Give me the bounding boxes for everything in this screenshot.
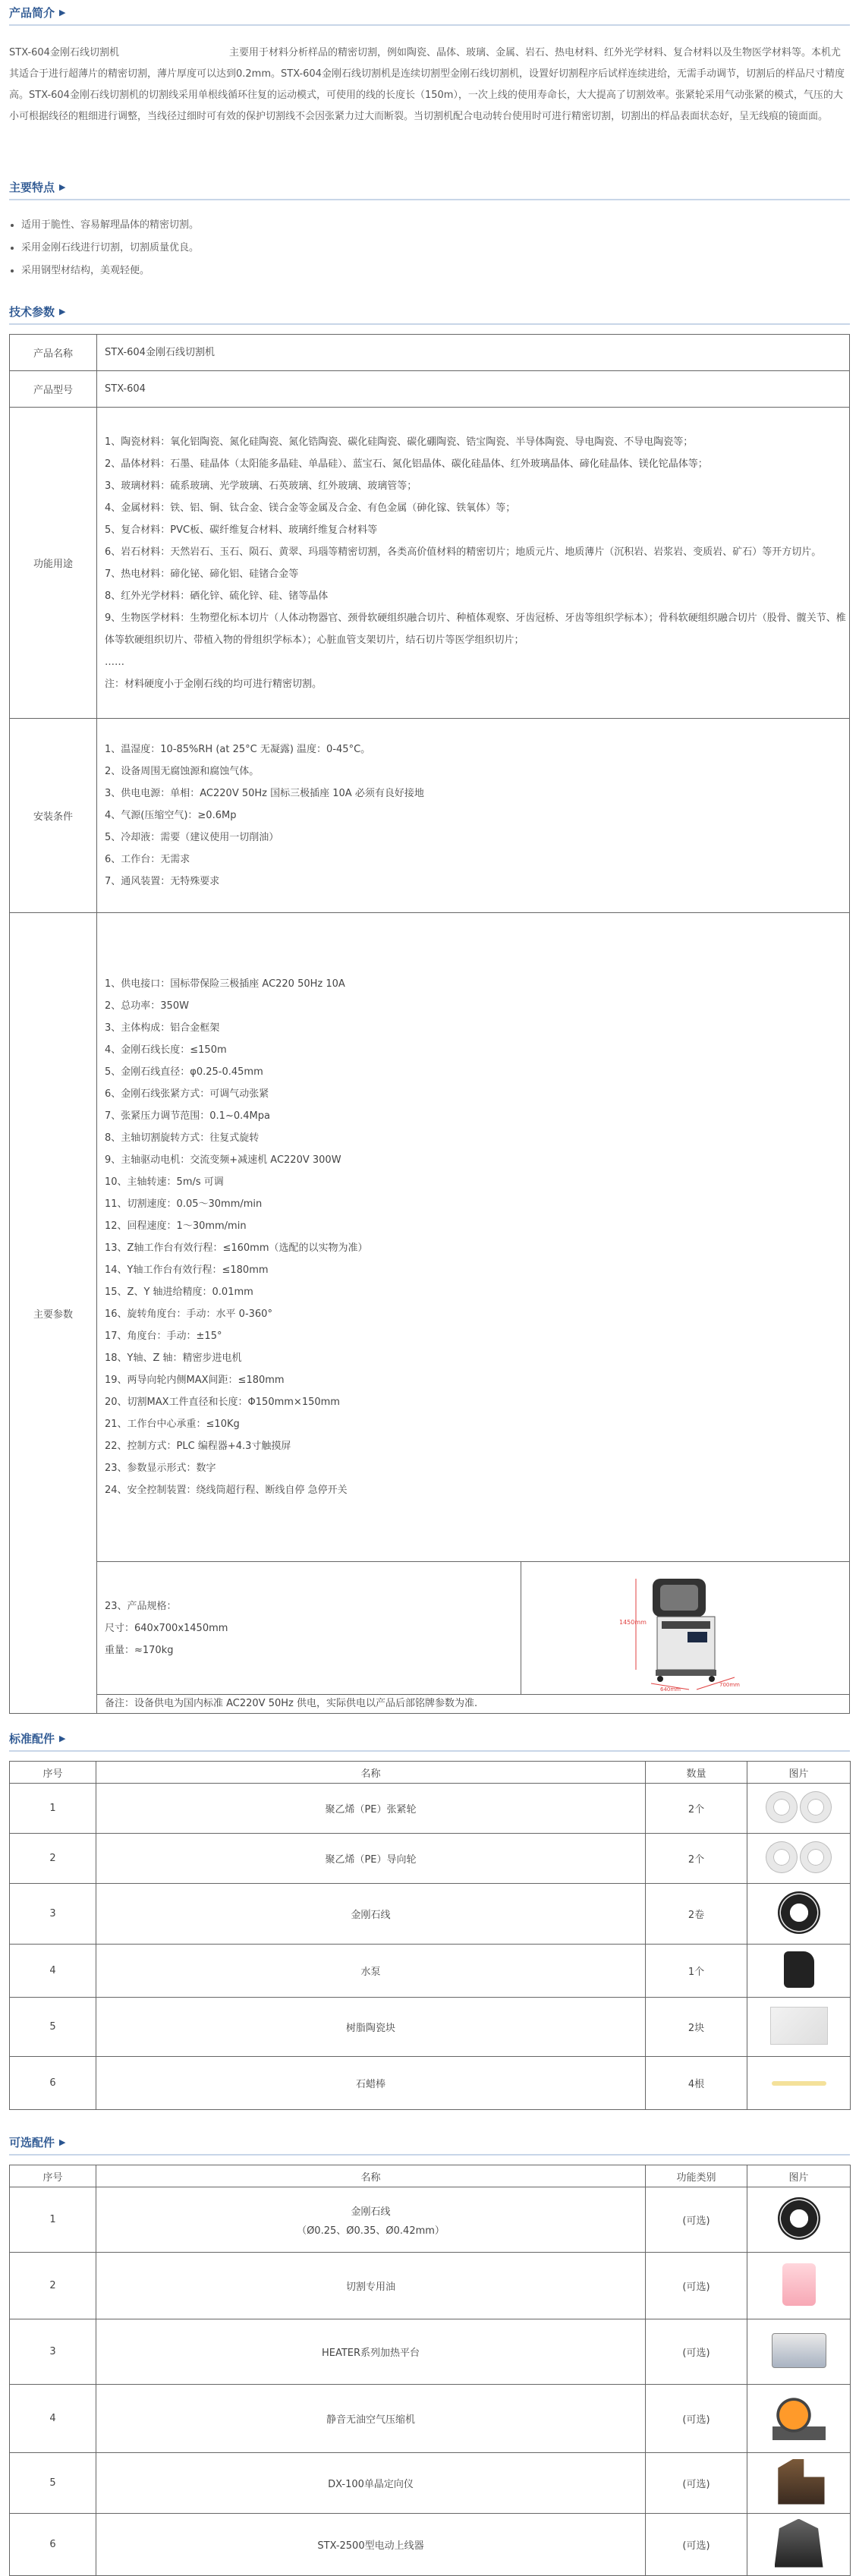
main-param-line: 23、参数显示形式：数字: [105, 1463, 216, 1474]
divider: [9, 199, 850, 200]
main-param-line: 6、金刚石线张紧方式：可调气动张紧: [105, 1088, 269, 1100]
header-cell: 序号: [10, 2165, 96, 2187]
feature-item: • 适用于脆性、容易解理晶体的精密切割。: [21, 214, 850, 237]
table-header-row: [10, 1762, 851, 1784]
feature-item: • 采用钢型材结构，美观轻便。: [21, 260, 850, 282]
row-category: (可选): [646, 2385, 747, 2453]
main-param-line: 18、Y轴、Z 轴：精密步进电机: [105, 1353, 242, 1364]
triangle-right-icon: ▶: [59, 306, 66, 316]
function-lines: [105, 431, 848, 695]
install-line: 7、通风装置：无特殊要求: [105, 876, 220, 887]
intro-description: 主要用于材料分析样品的精密切割，例如陶瓷、晶体、玻璃、金属、岩石、热电材料、红外光学材料、复合材料以及生物医学材料等。本机尤其适合于进行超薄片的精密切割，薄片厚度可以达到0.2mm。STX-604金刚石线切割机是连续切割型金刚石线切割机，设置好切割程序后试样连续进给，无需手动调节，切割后的样品尺寸精度高。STX-604金刚石线切割机的切割线采用单根线循环往复的运动模式，可使用的线的长度长（150m），一次上线的使用寿命长，大大提高了切割效率。张紧轮采用气动张紧的模式，气压的大小可根据线径的粗细进行调整，当线径过细时可有效的保护切割线不会因张紧力过大而断裂。当切割机配合电动转台使用时可进行精密切割，切割出的样品表面状态好，呈无线痕的镜面面。: [9, 47, 845, 122]
row-qty: 2卷: [646, 1884, 747, 1945]
tension-wheel-image: [801, 1792, 831, 1822]
main-param-line: 2、总功率：350W: [105, 1000, 189, 1012]
size-line: 23、产品规格：: [105, 1600, 177, 1612]
main-param-line: 1、供电接口：国标带保险三极插座 AC220 50Hz 10A: [105, 978, 345, 990]
row-image: [747, 2253, 851, 2319]
row-number: 2: [10, 2253, 96, 2319]
install-line: 5、冷却液：需要（建议使用一切削油）: [105, 832, 279, 843]
row-number: 1: [10, 1784, 96, 1834]
size-cell: [97, 1562, 521, 1694]
machine-photo-cell: [521, 1562, 849, 1694]
main-param-line: 16、旋转角度台：手动：水平 0-360°: [105, 1308, 272, 1320]
row-image: [747, 2453, 851, 2514]
table-row: [10, 1884, 851, 1945]
row-name: [96, 2187, 646, 2253]
spec-label: 主要参数: [10, 913, 97, 1714]
function-line: 9、生物医学材料：生物塑化标本切片（人体动物器官、颈骨软硬组织融合切片、种植体观察、牙齿冠桥、牙齿等组织学标本）；骨科软硬组织融合切片（股骨、髋关节、椎体等软硬组织切片、带植入物的骨组织学标本）；心脏血管支架切片，结石切片等医学组织切片；: [105, 612, 846, 646]
function-line: 3、玻璃材料：硫系玻璃、光学玻璃、石英玻璃、红外玻璃、玻璃管等；: [105, 480, 417, 492]
page: [9, 0, 850, 2576]
optional-title-bar: [9, 2130, 850, 2154]
guide-wheel-image: [801, 1842, 831, 1872]
spec-label: 功能用途: [10, 408, 97, 719]
cutting-oil-image: [782, 2263, 816, 2306]
table-row: [10, 2057, 851, 2110]
install-line: 2、设备周围无腐蚀源和腐蚀气体。: [105, 766, 260, 777]
row-qty: 2块: [646, 1998, 747, 2057]
row-category: (可选): [646, 2187, 747, 2253]
spec-value: STX-604金刚石线切割机: [97, 335, 850, 371]
main-param-line: 12、回程速度：1～30mm/min: [105, 1220, 247, 1232]
triangle-right-icon: ▶: [59, 181, 66, 192]
install-line: 4、气源(压缩空气)：≥0.6Mp: [105, 810, 237, 821]
row-number: 2: [10, 1834, 96, 1884]
main-param-line: 9、主轴驱动电机：交流变频+减速机 AC220V 300W: [105, 1154, 341, 1166]
row-name-line: 金刚石线: [351, 2206, 391, 2218]
row-image: [747, 2385, 851, 2453]
install-line: 6、工作台：无需求: [105, 854, 190, 865]
row-name: STX-2500型电动上线器: [96, 2514, 646, 2576]
table-row: [10, 1834, 851, 1884]
row-name: 静音无油空气压缩机: [96, 2385, 646, 2453]
triangle-right-icon: ▶: [59, 7, 66, 17]
table-header-row: [10, 2165, 851, 2187]
function-line: 8、红外光学材料：硒化锌、硫化锌、硅、锗等晶体: [105, 590, 329, 602]
row-image: [747, 2514, 851, 2576]
row-name: HEATER系列加热平台: [96, 2319, 646, 2385]
main-param-line: 17、角度台：手动：±15°: [105, 1331, 222, 1342]
row-qty: 4根: [646, 2057, 747, 2110]
size-line: 重量：≈170kg: [105, 1644, 174, 1656]
divider: [9, 2154, 850, 2156]
row-name: 聚乙烯（PE）导向轮: [96, 1834, 646, 1884]
size-line: 尺寸：640x700x1450mm: [105, 1622, 228, 1634]
function-line: 7、热电材料：碲化铋、碲化铝、硅锗合金等: [105, 568, 299, 580]
machine-photo: [606, 1564, 765, 1693]
main-param-line: 24、安全控制装置：绕线筒超行程、断线自停 急停开关: [105, 1485, 348, 1496]
triangle-right-icon: ▶: [59, 1733, 66, 1743]
specs-title-bar: [9, 299, 850, 323]
main-param-line: 11、切割速度：0.05～30mm/min: [105, 1198, 263, 1210]
wire-loader-image: [775, 2519, 823, 2568]
function-line: ……: [105, 656, 124, 668]
row-number: 4: [10, 1945, 96, 1998]
row-number: 3: [10, 2319, 96, 2385]
main-param-line: 10、主轴转速：5m/s 可调: [105, 1176, 224, 1188]
spec-value: [97, 408, 850, 719]
row-qty: 2个: [646, 1784, 747, 1834]
dim-width-label: 640mm: [660, 1686, 681, 1693]
row-category: (可选): [646, 2319, 747, 2385]
table-row: [10, 2385, 851, 2453]
row-image: [747, 2187, 851, 2253]
wax-stick-image: [772, 2081, 826, 2086]
row-number: 5: [10, 2453, 96, 2514]
main-param-line: 22、控制方式：PLC 编程器+4.3寸触摸屏: [105, 1441, 291, 1452]
spec-value: STX-604: [97, 371, 850, 408]
features-title: 主要特点: [9, 180, 55, 194]
row-category: (可选): [646, 2514, 747, 2576]
main-params-cell: [97, 913, 849, 1562]
row-image: [747, 2319, 851, 2385]
air-compressor-image: [772, 2395, 826, 2440]
row-name: 树脂陶瓷块: [96, 1998, 646, 2057]
spec-row-name: [10, 335, 850, 371]
install-lines: [105, 738, 848, 893]
row-name: 水泵: [96, 1945, 646, 1998]
tension-wheel-image: [766, 1792, 797, 1822]
dim-depth-label: 700mm: [719, 1682, 740, 1688]
main-param-line: 20、切割MAX工件直径和长度：Φ150mm×150mm: [105, 1397, 340, 1408]
row-category: (可选): [646, 2253, 747, 2319]
table-row: [10, 2187, 851, 2253]
spec-label: 安装条件: [10, 719, 97, 913]
feature-list: [9, 214, 850, 290]
table-row: [10, 1784, 851, 1834]
function-line: 注：材料硬度小于金刚石线的均可进行精密切割。: [105, 678, 323, 690]
table-row: [10, 2253, 851, 2319]
row-number: 6: [10, 2057, 96, 2110]
row-number: 1: [10, 2187, 96, 2253]
spec-row-install: [10, 719, 850, 913]
guide-wheel-image: [766, 1842, 797, 1872]
header-cell: 数量: [646, 1762, 747, 1784]
header-cell: 功能类别: [646, 2165, 747, 2187]
main-param-line: 3、主体构成：铝合金框架: [105, 1022, 220, 1034]
row-name: DX-100单晶定向仪: [96, 2453, 646, 2514]
size-lines: [105, 1595, 228, 1661]
optional-table: [9, 2165, 851, 2576]
row-name: 石蜡棒: [96, 2057, 646, 2110]
table-row: [10, 1945, 851, 1998]
main-param-line: 8、主轴切割旋转方式：往复式旋转: [105, 1132, 260, 1144]
function-line: 2、晶体材料：石墨、硅晶体（太阳能多晶硅、单晶硅）、蓝宝石、氮化铝晶体、碳化硅晶体、红外玻璃晶体、碲化硅晶体、镁化铊晶体等；: [105, 458, 708, 470]
row-name: 金刚石线: [96, 1884, 646, 1945]
spec-row-function: [10, 408, 850, 719]
spec-row-main: [10, 913, 850, 1714]
row-name: 切割专用油: [96, 2253, 646, 2319]
main-param-line: 15、Z、Y 轴进给精度：0.01mm: [105, 1286, 253, 1298]
install-line: 1、温湿度：10-85%RH (at 25°C 无凝露) 温度：0-45°C。: [105, 744, 371, 755]
table-row: [10, 2453, 851, 2514]
optional-title: 可选配件: [9, 2135, 55, 2149]
spec-table: [9, 334, 850, 1714]
main-param-line: 5、金刚石线直径：φ0.25-0.45mm: [105, 1066, 263, 1078]
row-name: 聚乙烯（PE）张紧轮: [96, 1784, 646, 1834]
spec-label: 产品型号: [10, 371, 97, 408]
table-row: [10, 2319, 851, 2385]
spec-label: 产品名称: [10, 335, 97, 371]
water-pump-image: [784, 1951, 814, 1988]
row-image: [747, 1784, 851, 1834]
row-image: [747, 1884, 851, 1945]
intro-title-bar: [9, 0, 850, 24]
row-number: 4: [10, 2385, 96, 2453]
resin-ceramic-block-image: [770, 2007, 828, 2045]
note: 备注：设备供电为国内标准 AC220V 50Hz 供电，实际供电以产品后部铭牌参数为准.: [105, 1698, 478, 1709]
standard-title: 标准配件: [9, 1731, 55, 1746]
header-cell: 图片: [747, 2165, 851, 2187]
feature-item: • 采用金刚石线进行切割，切割质量优良。: [21, 237, 850, 260]
main-param-line: 7、张紧压力调节范围：0.1~0.4Mpa: [105, 1110, 270, 1122]
crystal-orientation-device-image: [773, 2459, 825, 2505]
header-cell: 序号: [10, 1762, 96, 1784]
function-line: 4、金属材料：铁、铝、铜、钛合金、镁合金等金属及合金、有色金属（砷化镓、铁氧体）等；: [105, 502, 516, 514]
header-cell: 名称: [96, 1762, 646, 1784]
row-qty: 1个: [646, 1945, 747, 1998]
diamond-wire-spool-image: [778, 2197, 820, 2240]
main-param-line: 21、工作台中心承重：≤10Kg: [105, 1419, 240, 1430]
row-number: 5: [10, 1998, 96, 2057]
row-image: [747, 2057, 851, 2110]
row-number: 6: [10, 2514, 96, 2576]
standard-title-bar: [9, 1726, 850, 1750]
install-line: 3、供电电源：单相：AC220V 50Hz 国标三极插座 10A 必须有良好接地: [105, 788, 424, 799]
table-row: [10, 1998, 851, 2057]
intro-product-name: STX-604金刚石线切割机: [9, 47, 119, 58]
divider: [9, 323, 850, 325]
function-line: 5、复合材料：PVC板、碳纤维复合材料、玻璃纤维复合材料等: [105, 524, 378, 536]
features-title-bar: [9, 175, 850, 199]
spec-row-model: [10, 371, 850, 408]
function-line: 1、陶瓷材料：氧化铝陶瓷、氮化硅陶瓷、氮化锆陶瓷、碳化硅陶瓷、碳化硼陶瓷、锆宝陶瓷、半导体陶瓷、导电陶瓷、不导电陶瓷等；: [105, 436, 694, 448]
size-row: [97, 1562, 849, 1695]
specs-title: 技术参数: [9, 304, 55, 319]
spec-value: [97, 913, 850, 1714]
table-row: [10, 2514, 851, 2576]
row-image: [747, 1998, 851, 2057]
spec-value: [97, 719, 850, 913]
function-line: 6、岩石材料：天然岩石、玉石、陨石、黄翠、玛瑙等精密切割，各类高价值材料的精密切片；地质元片、地质薄片（沉积岩、岩浆岩、变质岩、矿石）等开方切片。: [105, 546, 822, 558]
row-image: [747, 1945, 851, 1998]
divider: [9, 1750, 850, 1752]
standard-table: [9, 1761, 851, 2110]
row-category: (可选): [646, 2453, 747, 2514]
heater-platform-image: [772, 2333, 826, 2368]
intro-title: 产品简介: [9, 5, 55, 20]
main-param-line: 14、Y轴工作台有效行程：≤180mm: [105, 1264, 269, 1276]
row-name-line: （Ø0.25、Ø0.35、Ø0.42mm）: [297, 2225, 445, 2237]
row-qty: 2个: [646, 1834, 747, 1884]
dim-height-label: 1450mm: [619, 1619, 647, 1626]
main-param-line: 19、两导向轮内侧MAX间距：≤180mm: [105, 1375, 285, 1386]
header-cell: 图片: [747, 1762, 851, 1784]
main-param-line: 13、Z轴工作台有效行程：≤160mm（选配的以实物为准）: [105, 1242, 368, 1254]
intro-text: [9, 26, 850, 156]
triangle-right-icon: ▶: [59, 2137, 66, 2147]
row-image: [747, 1834, 851, 1884]
header-cell: 名称: [96, 2165, 646, 2187]
main-param-line: 4、金刚石线长度：≤150m: [105, 1044, 227, 1056]
diamond-wire-spool-image: [778, 1891, 820, 1934]
row-number: 3: [10, 1884, 96, 1945]
main-param-lines: [105, 973, 367, 1501]
